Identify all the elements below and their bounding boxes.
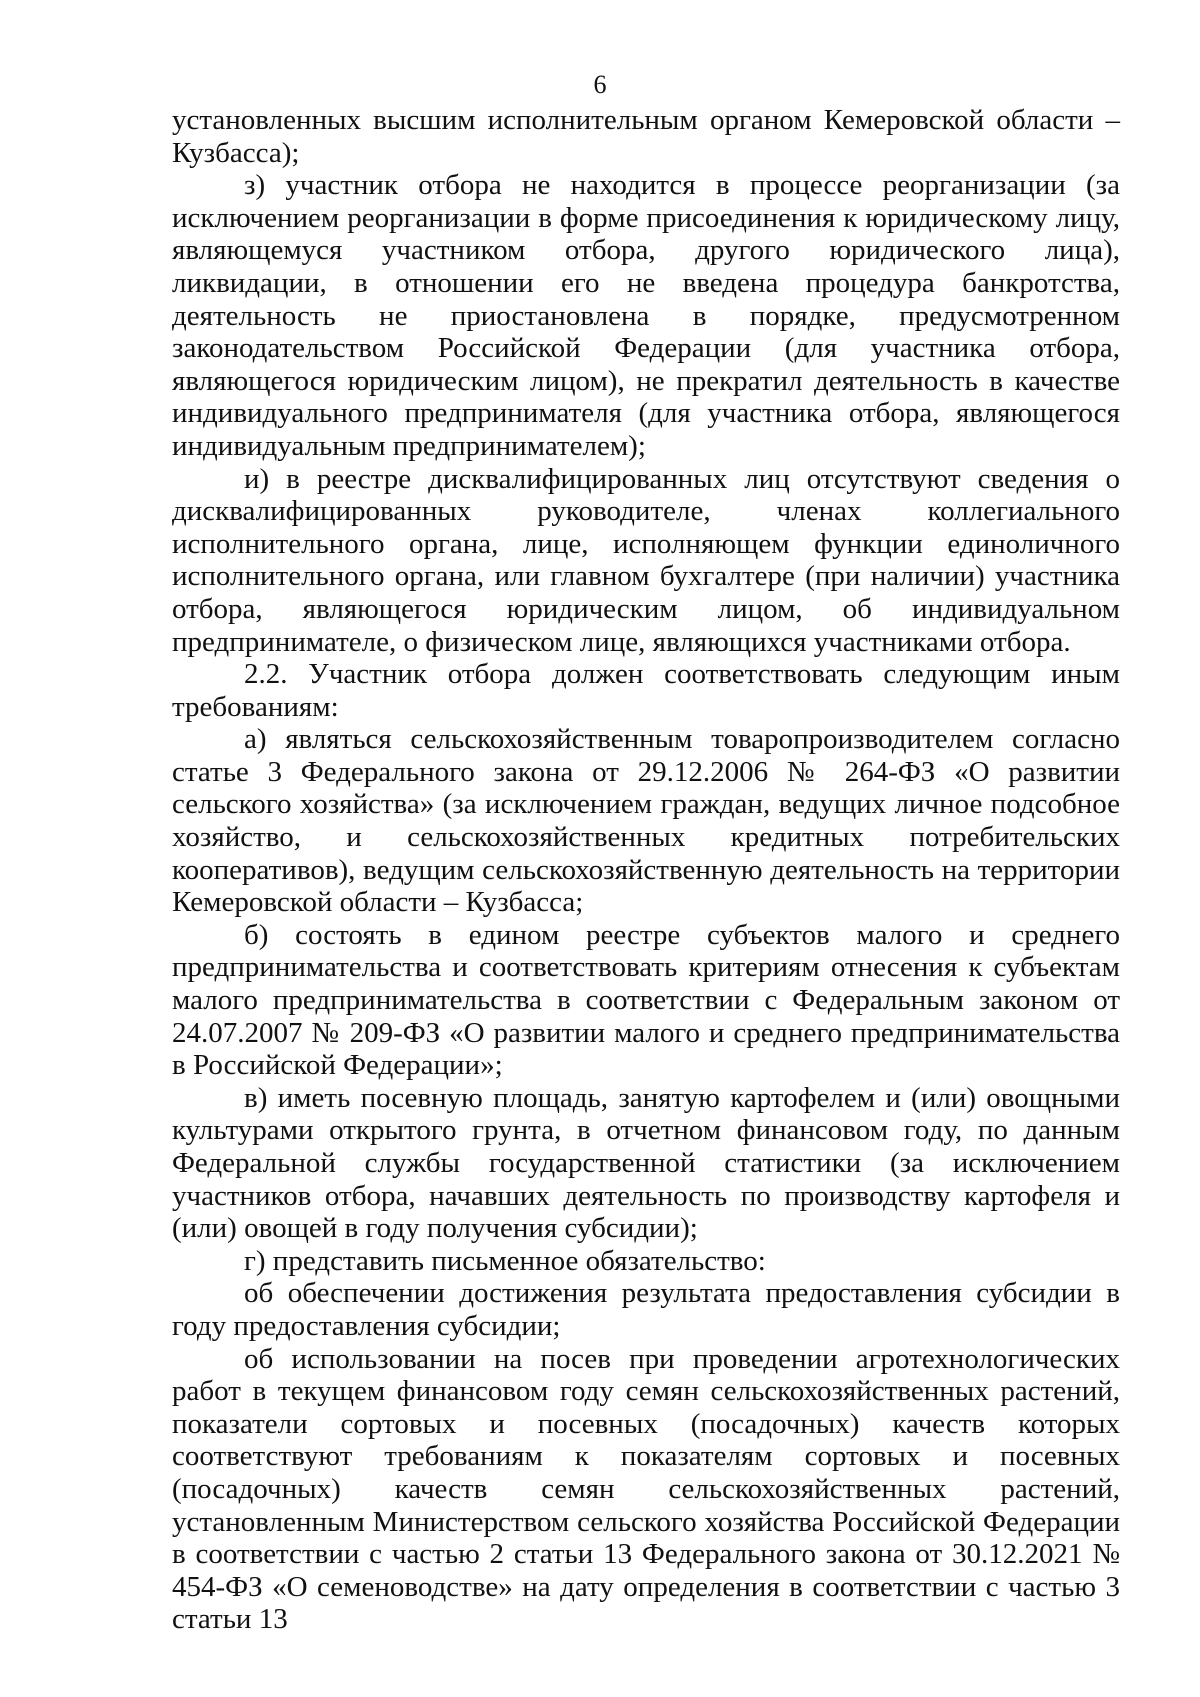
document-body <box>172 104 1120 1636</box>
paragraph-section-2-2: 2.2. Участник отбора должен соответствовать следующим иным требованиям: <box>172 658 1120 723</box>
paragraph-obligation-seeds: об использовании на посев при проведении агротехнологических работ в текущем финансовом году семян сельскохозяйственных растений, показатели сортовых и посевных (посадочных) качеств которых соответствуют требованиям к показателям сортовых и посевных (посадочных) качеств семян сельскохозяйственных растений, установленным Министерством сельского хозяйства Российской Федерации в соответствии с частью 2 статьи 13 Федерального закона от 30.12.2021 № 454-ФЗ «О семеноводстве» на дату определения в соответствии с частью 3 статьи 13 <box>172 1342 1120 1636</box>
paragraph-continuation: установленных высшим исполнительным органом Кемеровской области – Кузбасса); <box>172 104 1120 169</box>
paragraph-item-b: б) состоять в едином реестре субъектов малого и среднего предпринимательства и соответствовать критериям отнесения к субъектам малого предпринимательства в соответствии с Федеральным законом от 24.07.2007 № 209-ФЗ «О развитии малого и среднего предпринимательства в Российской Федерации»; <box>172 918 1120 1082</box>
paragraph-item-g: г) представить письменное обязательство: <box>244 1244 766 1277</box>
paragraph-item-i: и) в реестре дисквалифицированных лиц отсутствуют сведения о дисквалифицированных руководителе, членах коллегиального исполнительного органа, лице, исполняющем функции единоличного исполнительного органа, или главном бухгалтере (при наличии) участника отбора, являющегося юридическим лицом, об индивидуальном предпринимателе, о физическом лице, являющихся участниками отбора. <box>172 462 1120 658</box>
paragraph-item-v: в) иметь посевную площадь, занятую картофелем и (или) овощными культурами открытого грунта, в отчетном финансовом году, по данным Федеральной службы государственной статистики (за исключением участников отбора, начавших деятельность по производству картофеля и (или) овощей в году получения субсидии); <box>172 1081 1120 1245</box>
paragraph-item-z: з) участник отбора не находится в процессе реорганизации (за исключением реорганизации в форме присоединения к юридическому лицу, являющемуся участником отбора, другого юридического лица), ликвидации, в отношении его не введена процедура банкротства, деятельность не приостановлена в порядке, предусмотренном законодательством Российской Федерации (для участника отбора, являющегося юридическим лицом), не прекратил деятельность в качестве индивидуального предпринимателя (для участника отбора, являющегося индивидуальным предпринимателем); <box>172 169 1120 462</box>
paragraph-item-a: а) являться сельскохозяйственным товаропроизводителем согласно статье 3 Федерального закона от 29.12.2006 № 264-ФЗ «О развитии сельского хозяйства» (за исключением граждан, ведущих личное подсобное хозяйство, и сельскохозяйственных кредитных потребительских кооперативов), ведущим сельскохозяйственную деятельность на территории Кемеровской области – Кузбасса; <box>172 723 1120 919</box>
paragraph-obligation-result: об обеспечении достижения результата предоставления субсидии в году предоставления субсидии; <box>172 1277 1120 1342</box>
page-number: 6 <box>593 70 607 99</box>
